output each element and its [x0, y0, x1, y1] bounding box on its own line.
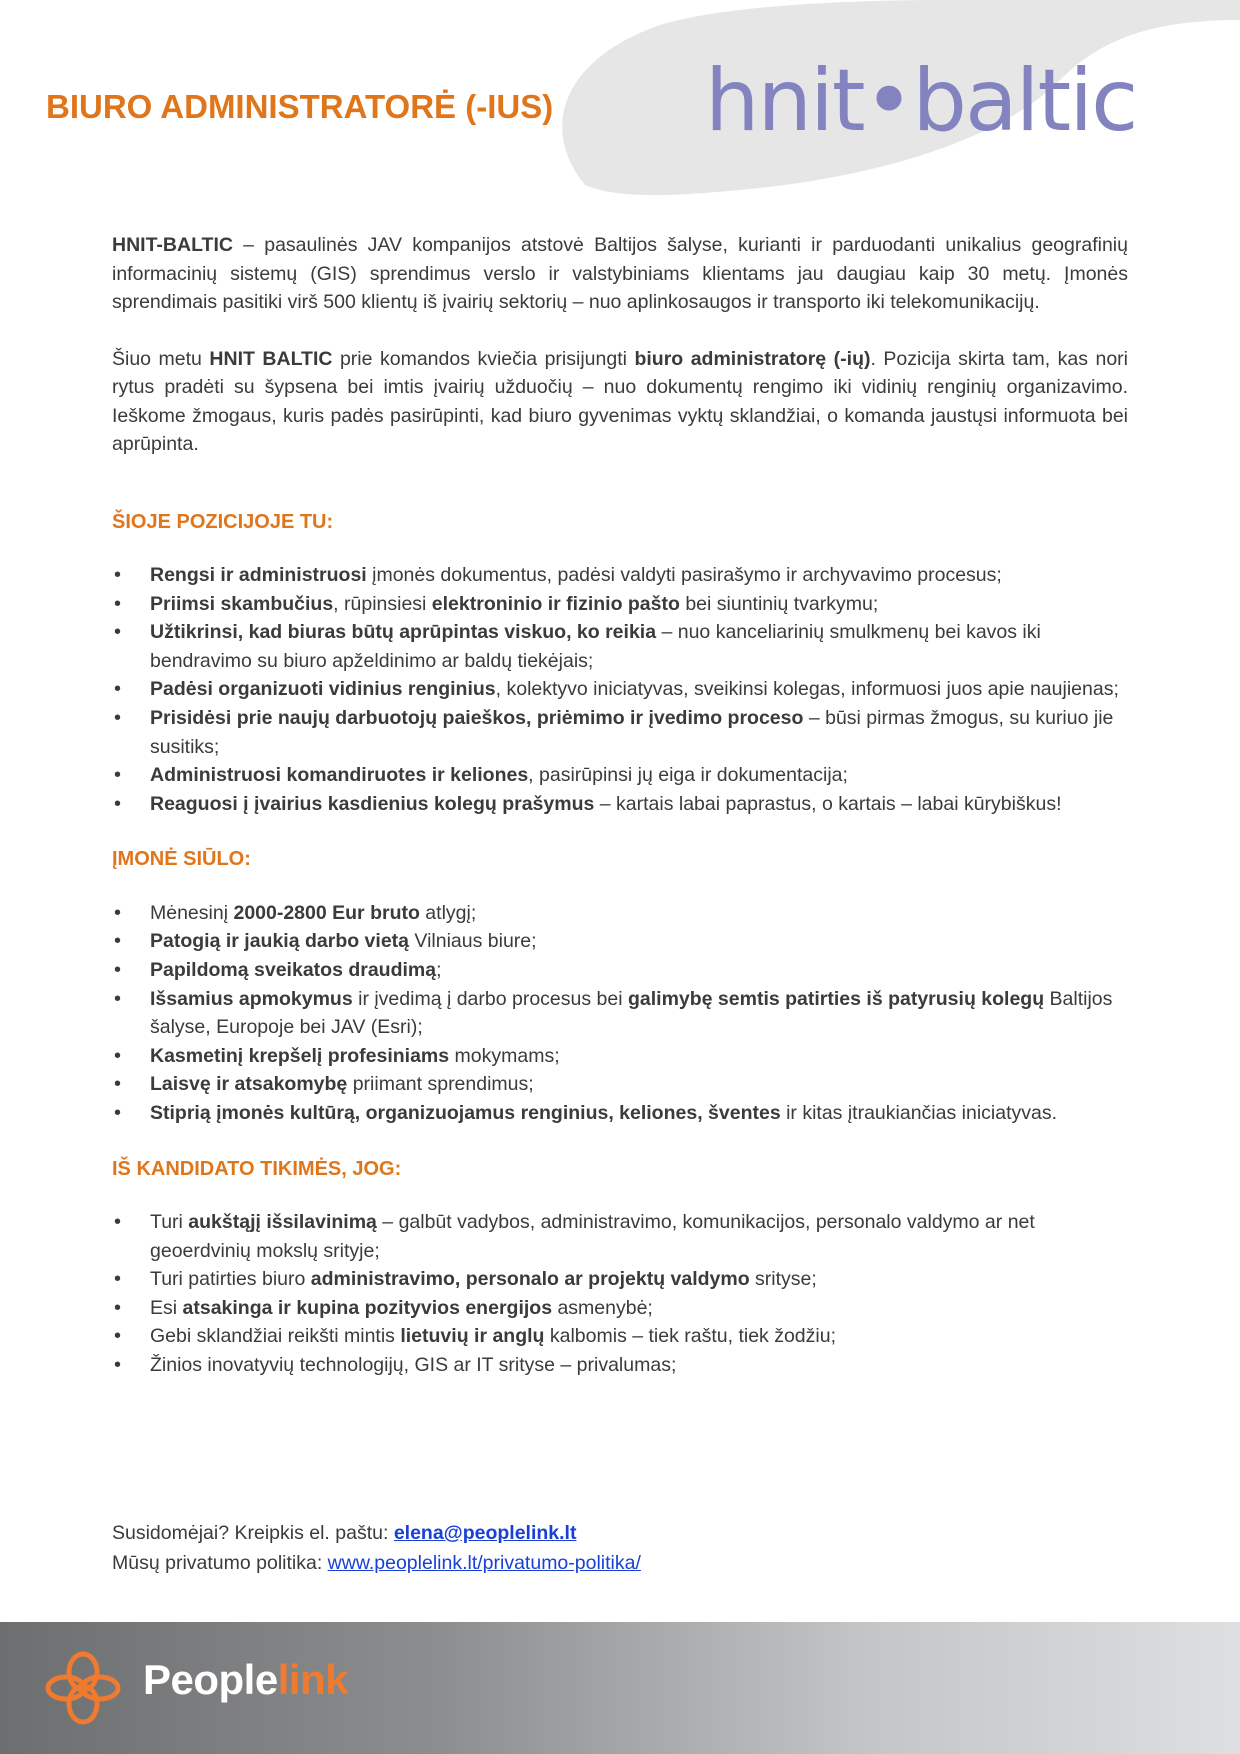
- hnit-baltic-logo: [705, 52, 1175, 147]
- list-item: • Administruosi komandiruotes ir keliones, pasirūpinsi jų eiga ir dokumentacija;: [112, 761, 1128, 790]
- position-list: [112, 561, 1128, 818]
- section-title-candidate: IŠ KANDIDATO TIKIMĖS, JOG:: [112, 1157, 402, 1180]
- page-title: BIURO ADMINISTRATORĖ (-IUS): [46, 88, 554, 125]
- main-content: [112, 231, 1128, 1380]
- list-item: • Papildomą sveikatos draudimą;: [112, 956, 1128, 985]
- contact-block: [112, 1518, 641, 1578]
- list-item: • Išsamius apmokymus ir įvedimą į darbo procesus bei galimybę semtis patirties iš patyrusių kolegų Baltijos šalyse, Europoje bei JAV (Esri);: [112, 985, 1128, 1042]
- section-title-position: ŠIOJE POZICIJOJE TU:: [112, 510, 334, 533]
- intro-paragraph-2: Šiuo metu HNIT BALTIC prie komandos kviečia prisijungti biuro administratorę (-ių). Pozicija skirta tam, kas nori rytus pradėti su šypsena bei imtis įvairių užduočių – nuo dokumentų rengimo iki vidinių renginių organizavimo. Ieškome žmogaus, kuris padės pasirūpinti, kad biuro gyvenimas vyktų sklandžiai, o komanda jaustųsi informuota bei aprūpinta.: [112, 347, 1129, 455]
- list-item: • Mėnesinį 2000-2800 Eur bruto atlygį;: [112, 899, 1128, 928]
- intro-paragraph-1: HNIT-BALTIC – pasaulinės JAV kompanijos atstovė Baltijos šalyse, kurianti ir parduodanti unikalius geografinių informacinių sistemų (GIS) sprendimus verslo ir valstybiniams klientams jau daugiau kaip 30 metų. Įmonės sprendimais pasitiki virš 500 klientų iš įvairių sektorių – nuo aplinkosaugos ir transporto iki telekomunikacijų.: [112, 234, 1128, 313]
- email-link[interactable]: elena@peoplelink.lt: [393, 1522, 577, 1544]
- list-item: • Reaguosi į įvairius kasdienius kolegų prašymus – kartais labai paprastus, o kartais – labai kūrybiškus!: [112, 790, 1128, 819]
- list-item: • Turi aukštąjį išsilavinimą – galbūt vadybos, administravimo, komunikacijos, personalo valdymo ar net geoerdvinių mokslų srityje;: [112, 1208, 1128, 1265]
- list-item: • Padėsi organizuoti vidinius renginius, kolektyvo iniciatyvas, sveikinsi kolegas, informuosi juos apie naujienas;: [112, 675, 1128, 704]
- candidate-list: [112, 1208, 1128, 1380]
- list-item: • Esi atsakinga ir kupina pozityvios energijos asmenybė;: [112, 1294, 1128, 1323]
- list-item: • Kasmetinį krepšelį profesiniams mokymams;: [112, 1042, 1128, 1071]
- peoplelink-wordmark: Peoplelink: [143, 1656, 349, 1703]
- privacy-line: Mūsų privatumo politika: www.peoplelink.lt/privatumo-politika/: [112, 1552, 641, 1574]
- contact-email-line: Susidomėjai? Kreipkis el. paštu: elena@peoplelink.lt: [112, 1522, 577, 1544]
- list-item: • Žinios inovatyvių technologijų, GIS ar IT srityse – privalumas;: [112, 1351, 1128, 1380]
- list-item: • Gebi sklandžiai reikšti mintis lietuvių ir anglų kalbomis – tiek raštu, tiek žodžiu;: [112, 1322, 1128, 1351]
- offer-list: [112, 899, 1128, 1128]
- list-item: • Laisvę ir atsakomybę priimant sprendimus;: [112, 1070, 1128, 1099]
- list-item: • Stiprią įmonės kultūrą, organizuojamus renginius, keliones, šventes ir kitas įtraukiančias iniciatyvas.: [112, 1099, 1128, 1128]
- privacy-policy-link[interactable]: www.peoplelink.lt/privatumo-politika/: [327, 1552, 641, 1574]
- section-title-offer: ĮMONĖ SIŪLO:: [112, 848, 251, 871]
- svg-text:hnit•baltic: hnit•baltic: [705, 52, 1137, 147]
- list-item: • Užtikrinsi, kad biuras būtų aprūpintas viskuo, ko reikia – nuo kanceliarinių smulkmenų bei kavos iki bendravimo su biuro apželdinimo ar baldų tiekėjais;: [112, 618, 1128, 675]
- list-item: • Prisidėsi prie naujų darbuotojų paieškos, priėmimo ir įvedimo proceso – būsi pirmas žmogus, su kuriuo jie susitiks;: [112, 704, 1128, 761]
- peoplelink-logo-icon: [44, 1648, 122, 1728]
- list-item: • Patogią ir jaukią darbo vietą Vilniaus biure;: [112, 927, 1128, 956]
- list-item: • Turi patirties biuro administravimo, personalo ar projektų valdymo srityse;: [112, 1265, 1128, 1294]
- list-item: • Rengsi ir administruosi įmonės dokumentus, padėsi valdyti pasirašymo ir archyvavimo procesus;: [112, 561, 1128, 590]
- list-item: • Priimsi skambučius, rūpinsiesi elektroninio ir fizinio pašto bei siuntinių tvarkymu;: [112, 590, 1128, 619]
- footer-bar: [0, 1622, 1240, 1754]
